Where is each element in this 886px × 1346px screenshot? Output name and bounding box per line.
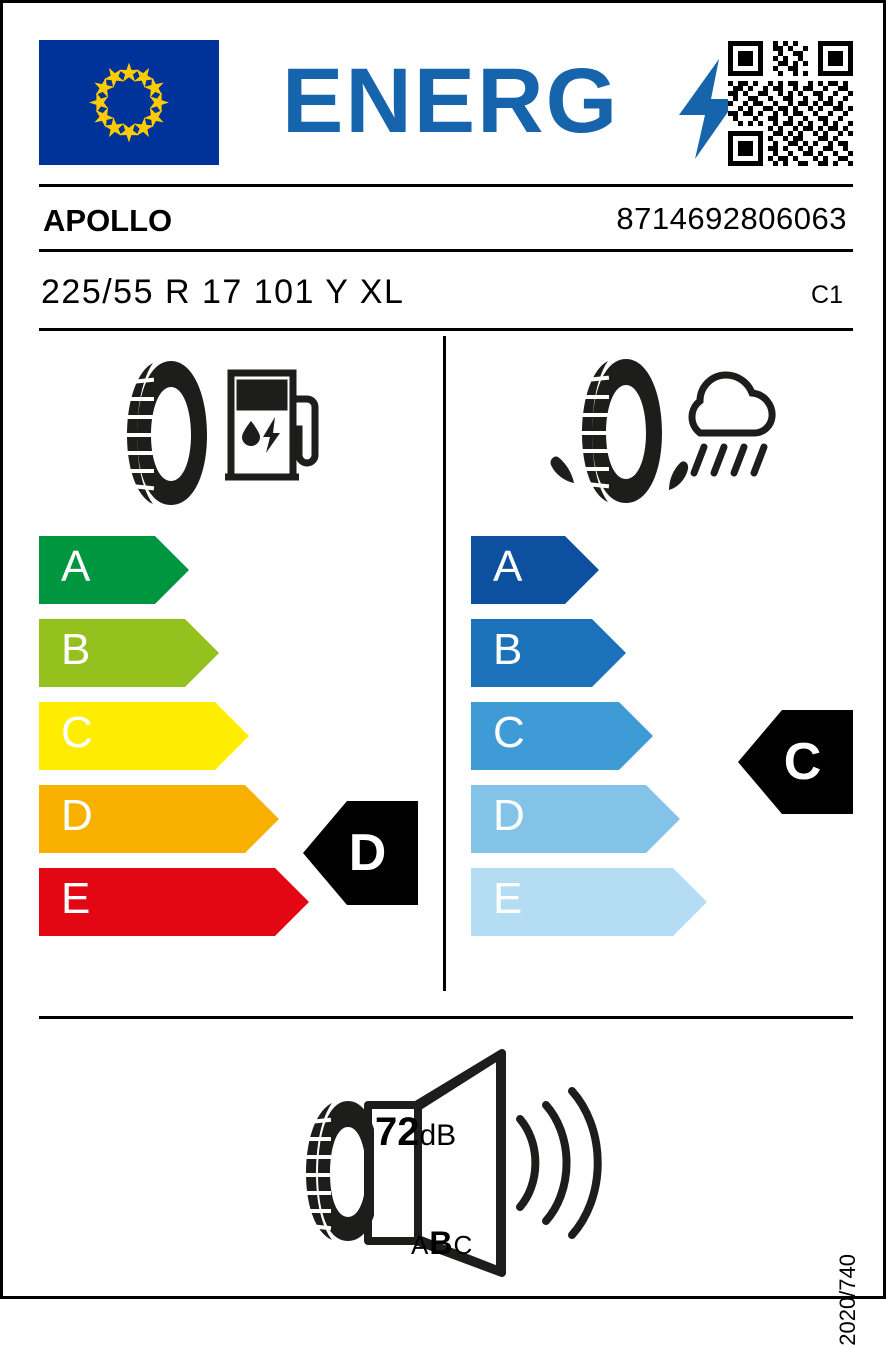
wet-grade-letter: A (493, 542, 523, 591)
noise-class-c: C (453, 1230, 474, 1260)
wet-grade-letter: C (493, 708, 525, 757)
divider-brand (39, 249, 853, 252)
fuel-pump-tyre-icon (123, 353, 323, 518)
divider-noise (39, 1016, 853, 1019)
regulation-year: 2020/740 (835, 1254, 860, 1346)
noise-unit: dB (419, 1119, 457, 1152)
noise-class-scale (411, 1225, 473, 1262)
noise-number: 72 (375, 1110, 420, 1154)
rain-cloud-tyre-icon (528, 351, 808, 526)
noise-class-b: B (429, 1225, 454, 1261)
wet-grade-letter: D (493, 791, 525, 840)
fuel-grade-letter: E (61, 874, 91, 923)
fuel-result-marker (303, 801, 418, 905)
divider-vertical (443, 336, 446, 991)
tyre-class: C1 (811, 281, 843, 309)
label-header (39, 33, 853, 178)
wet-result-letter: C (783, 733, 822, 791)
ean-code: 8714692806063 (616, 201, 847, 236)
qr-code-icon (728, 41, 853, 166)
divider-header (39, 184, 853, 187)
divider-size (39, 328, 853, 331)
wet-grade-letter: B (493, 625, 523, 674)
noise-class-a: A (411, 1230, 430, 1260)
wet-result-marker (738, 710, 853, 814)
fuel-grade-letter: C (61, 708, 93, 757)
wet-grade-bar (471, 536, 599, 604)
eu-flag-icon (39, 40, 219, 165)
tyre-size: 225/55 R 17 101 Y XL (41, 273, 405, 311)
fuel-grade-letter: A (61, 542, 91, 591)
brand-name: APOLLO (43, 203, 173, 238)
fuel-result-letter: D (348, 824, 387, 882)
fuel-grade-letter: D (61, 791, 93, 840)
noise-value (375, 1110, 456, 1155)
energy-wordmark: ENERG (282, 50, 620, 152)
wet-grade-letter: E (493, 874, 523, 923)
fuel-grade-letter: B (61, 625, 91, 674)
